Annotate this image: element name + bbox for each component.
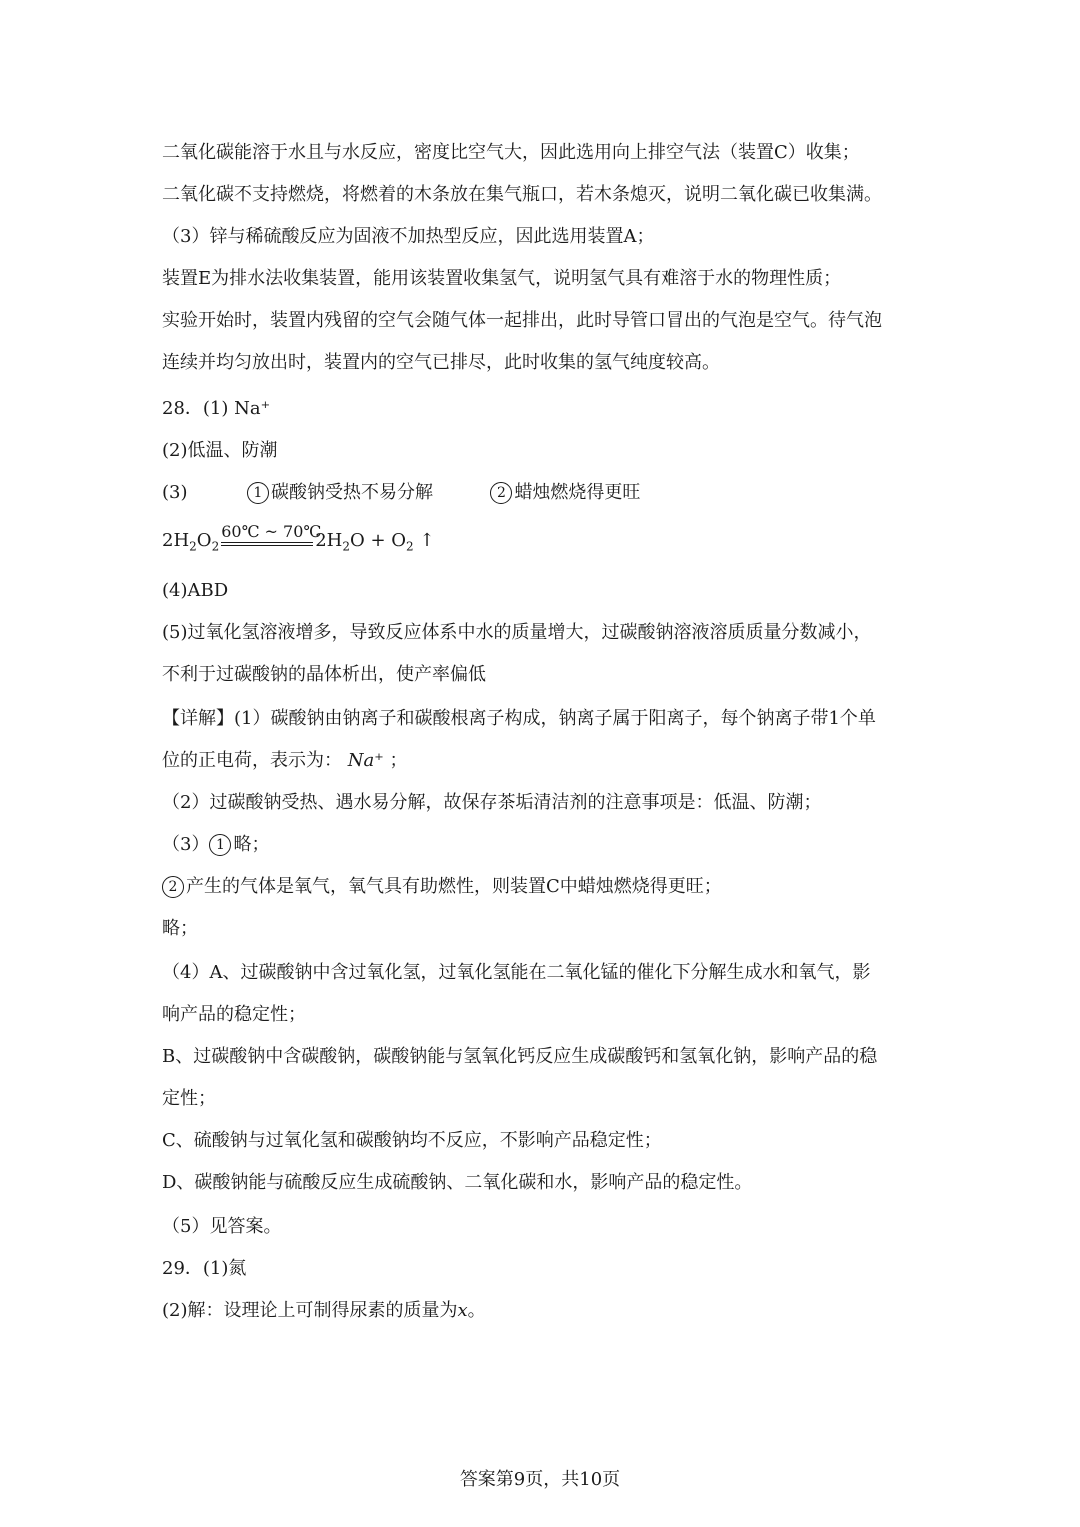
detail-line: D、碳酸钠能与硫酸反应生成硫酸钠、二氧化碳和水，影响产品的稳定性。 — [162, 1172, 753, 1193]
text-line: 实验开始时，装置内残留的空气会随气体一起排出，此时导管口冒出的气泡是空气。待气泡 — [162, 310, 882, 331]
detail-line: C、硫酸钠与过氧化氢和碳酸钠均不反应，不影响产品稳定性； — [162, 1130, 662, 1151]
answer-29-2: (2)解：设理论上可制得尿素的质量为x。 — [162, 1300, 486, 1321]
detail-line: （2）过碳酸钠受热、遇水易分解，故保存茶垢清洁剂的注意事项是：低温、防潮； — [162, 792, 822, 813]
text-line: 二氧化碳不支持燃烧，将燃着的木条放在集气瓶口，若木条熄灭，说明二氧化碳已收集满。 — [162, 184, 882, 205]
answer-29-1: 29．(1)氮 — [162, 1258, 247, 1279]
text-line: 二氧化碳能溶于水且与水反应，密度比空气大，因此选用向上排空气法（装置C）收集； — [162, 142, 860, 163]
answer-28-5: (5)过氧化氢溶液增多，导致反应体系中水的质量增大，过碳酸钠溶液溶质质量分数减小， — [162, 622, 872, 643]
text-line: （3）锌与稀硫酸反应为固液不加热型反应，因此选用装置A； — [162, 226, 655, 247]
detail-line: B、过碳酸钠中含碳酸钠，碳酸钠能与氢氧化钙反应生成碳酸钙和氢氧化钠，影响产品的稳 — [162, 1046, 878, 1067]
circled-number: 2 — [490, 482, 512, 504]
detail-line: （3） 1 略； — [162, 834, 270, 855]
answer-28-3-label: (3) — [162, 482, 188, 503]
chemical-equation: $2H_2O_2$ 60℃ ~ 70℃ $2H_2O + O_2$ ↑ — [162, 522, 435, 554]
detail-line: 定性； — [162, 1088, 216, 1109]
variable-x: x — [457, 1300, 468, 1321]
detail-line: （5）见答案。 — [162, 1216, 282, 1237]
detail-line: 【详解】(1）碳酸钠由钠离子和碳酸根离子构成，钠离子属于阳离子，每个钠离子带1个单 — [162, 708, 876, 729]
sodium-ion-symbol: Na⁺ — [347, 750, 384, 771]
circled-number: 2 — [162, 876, 184, 898]
answer-28-1: 28．(1) Na⁺ — [162, 398, 271, 419]
detail-line: 位的正电荷，表示为： Na⁺ ； — [162, 750, 408, 771]
answer-28-3 — [162, 480, 640, 506]
answer-28-5-cont: 不利于过碳酸钠的晶体析出，使产率偏低 — [162, 664, 486, 685]
detail-line: （4）A、过碳酸钠中含过氧化氢，过氧化氢能在二氧化锰的催化下分解生成水和氧气，影 — [162, 962, 871, 983]
answer-28-4: (4)ABD — [162, 580, 229, 601]
page-footer: 答案第9页，共10页 — [459, 1469, 621, 1490]
circled-number: 1 — [209, 834, 231, 856]
answer-28-3-option-2: 蜡烛燃烧得更旺 — [514, 482, 641, 503]
detail-line: 响产品的稳定性； — [162, 1004, 306, 1025]
text-line: 装置E为排水法收集装置，能用该装置收集氢气，说明氢气具有难溶于水的物理性质； — [162, 268, 842, 289]
answer-28-3-option-1: 碳酸钠受热不易分解 — [270, 482, 433, 503]
circled-number: 1 — [247, 482, 269, 504]
detail-line: 略； — [162, 918, 198, 939]
detail-line: 2 产生的气体是氧气，氧气具有助燃性，则装置C中蜡烛燃烧得更旺； — [162, 874, 722, 900]
text-line: 连续并均匀放出时，装置内的空气已排尽，此时收集的氢气纯度较高。 — [162, 352, 720, 373]
answer-28-2: (2)低温、防潮 — [162, 440, 278, 461]
